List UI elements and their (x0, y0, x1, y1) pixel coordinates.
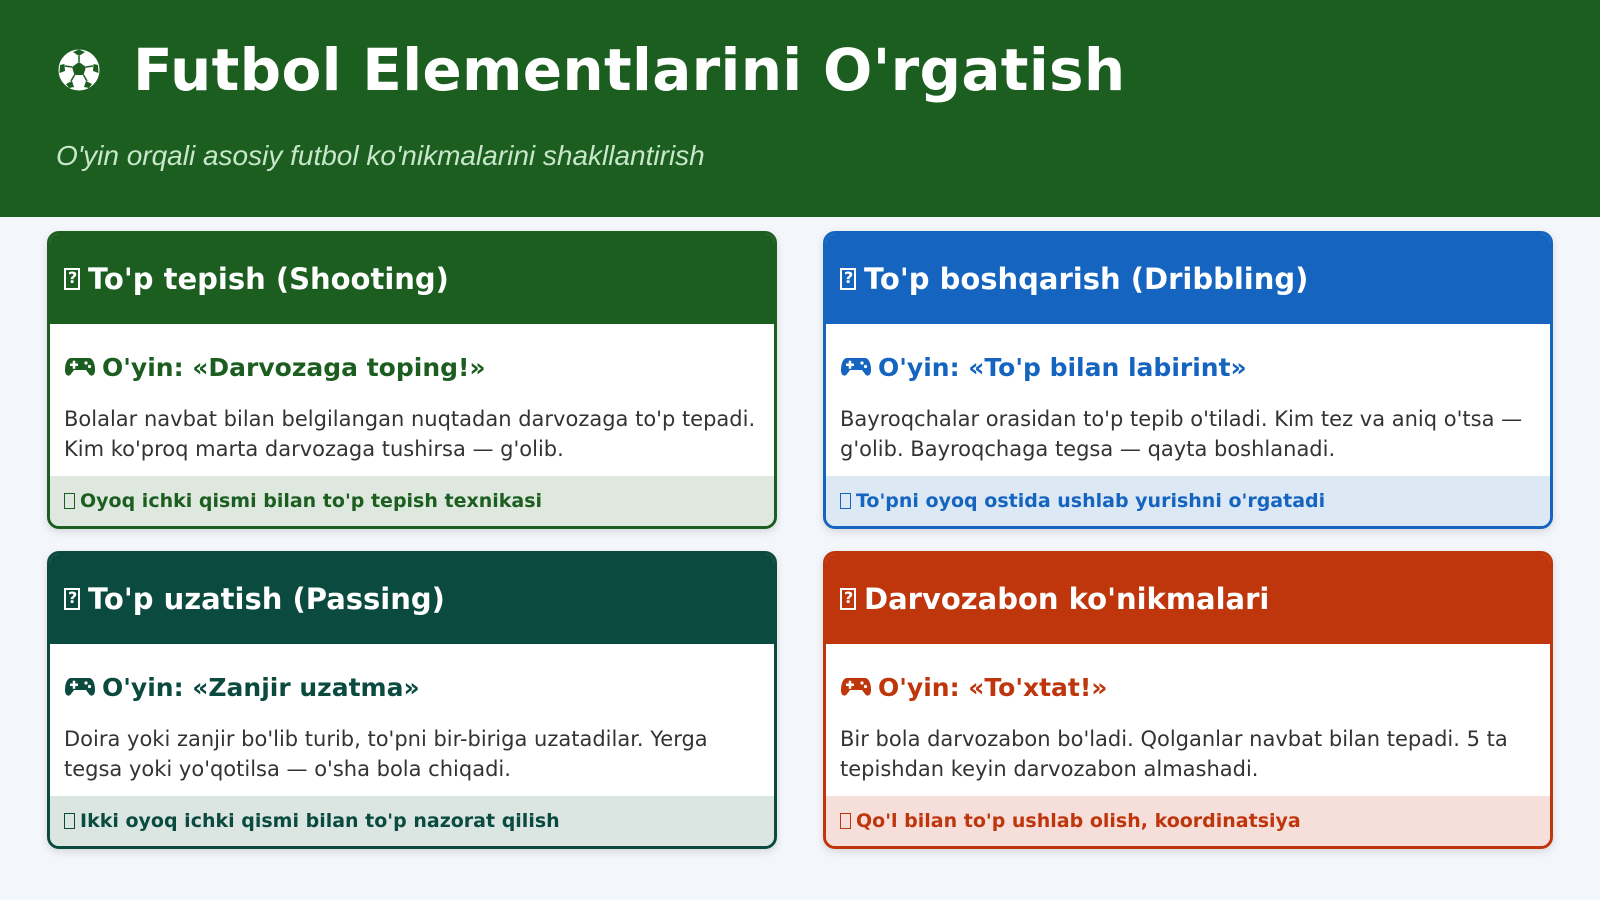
game-description: Bir bola darvozabon bo'ladi. Qolganlar navbat bilan tepadi. 5 ta tepishdan keyin darvozabon almashadi. (840, 727, 1508, 781)
card-passing (47, 551, 777, 849)
page-header (0, 0, 1600, 217)
game-description: Doira yoki zanjir bo'lib turib, to'pni bir-biriga uzatadilar. Yerga tegsa yoki yo'qotilsa — o'sha bola chiqadi. (64, 727, 708, 781)
game-line (64, 350, 774, 384)
game-title: O'yin: «To'p bilan labirint» (878, 352, 1247, 382)
card-header (826, 554, 1550, 644)
page-title: Futbol Elementlarini O'rgatish (133, 36, 1126, 104)
skill-tip-text: To'pni oyoq ostida ushlab yurishni o'rgatadi (856, 490, 1326, 512)
card-title: To'p tepish (Shooting) (88, 262, 449, 296)
card-header (826, 234, 1550, 324)
skill-tip-text: Ikki oyoq ichki qismi bilan to'p nazorat qilish (80, 810, 560, 832)
header-title-row (55, 30, 1125, 110)
game-line (840, 670, 1550, 704)
card-title: To'p boshqarish (Dribbling) (864, 262, 1309, 296)
game-title: O'yin: «Darvozaga toping!» (102, 352, 486, 382)
gamepad-icon (840, 356, 872, 378)
gamepad-icon (64, 676, 96, 698)
game-line (64, 670, 774, 704)
card-title: To'p uzatish (Passing) (88, 582, 445, 616)
skill-tip (826, 796, 1550, 846)
card-shooting (47, 231, 777, 529)
card-goalkeeper (823, 551, 1553, 849)
card-title: Darvozabon ko'nikmalari (864, 582, 1270, 616)
missing-glyph-icon (840, 493, 851, 509)
soccer-ball-icon (55, 46, 103, 94)
game-description: Bayroqchalar orasidan to'p tepib o'tiladi. Kim tez va aniq o'tsa — g'olib. Bayroqchaga tegsa — qayta boshlanadi. (840, 407, 1523, 461)
missing-glyph-icon (64, 588, 80, 610)
card-header (50, 554, 774, 644)
gamepad-icon (64, 356, 96, 378)
missing-glyph-icon (840, 268, 856, 290)
skill-tip (826, 476, 1550, 526)
game-title: O'yin: «To'xtat!» (878, 672, 1108, 702)
skill-tip (50, 476, 774, 526)
missing-glyph-icon (64, 813, 75, 829)
skill-tip-text: Qo'l bilan to'p ushlab olish, koordinatsiya (856, 810, 1301, 832)
gamepad-icon (840, 676, 872, 698)
game-line (840, 350, 1550, 384)
game-description: Bolalar navbat bilan belgilangan nuqtadan darvozaga to'p tepadi. Kim ko'proq marta darvozaga tushirsa — g'olib. (64, 407, 756, 461)
missing-glyph-icon (840, 588, 856, 610)
missing-glyph-icon (840, 813, 851, 829)
skill-tip-text: Oyoq ichki qismi bilan to'p tepish texnikasi (80, 490, 543, 512)
card-header (50, 234, 774, 324)
game-title: O'yin: «Zanjir uzatma» (102, 672, 420, 702)
skill-tip (50, 796, 774, 846)
missing-glyph-icon (64, 493, 75, 509)
page-subtitle: O'yin orqali asosiy futbol ko'nikmalarini shakllantirish (56, 140, 705, 171)
missing-glyph-icon (64, 268, 80, 290)
card-dribbling (823, 231, 1553, 529)
